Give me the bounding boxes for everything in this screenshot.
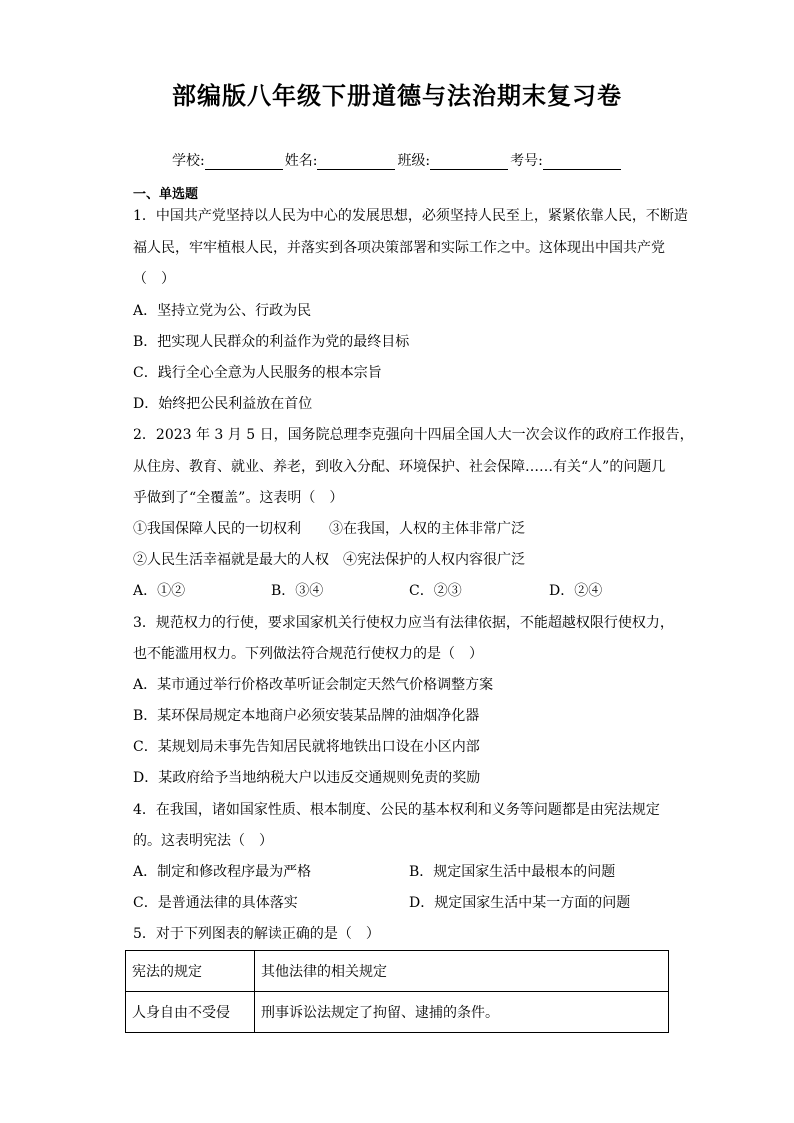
q1-option-a[interactable]: A．坚持立党为公、行政为民 [133, 303, 312, 319]
q4-option-d[interactable]: D．规定国家生活中某一方面的问题 [409, 895, 631, 911]
q2-statement-1: ①我国保障人民的一切权利 ③在我国，人权的主体非常广泛 [133, 521, 525, 537]
q1-line-1: 1．中国共产党坚持以人民为中心的发展思想，必须坚持人民至上，紧紧依靠人民，不断造 [133, 208, 688, 224]
q2-line-2: 从住房、教育、就业、养老，到收入分配、环境保护、社会保障……有关“人”的问题几 [133, 459, 666, 475]
q1-line-3: （ ） [133, 271, 175, 287]
q4-option-a[interactable]: A．制定和修改程序最为严格 [133, 864, 312, 880]
q3-line-1: 3．规范权力的行使，要求国家机关行使权力应当有法律依据，不能超越权限行使权力， [133, 615, 674, 631]
table-header-row [126, 951, 669, 992]
q2-option-b[interactable]: B．③④ [271, 583, 324, 599]
q5-line-1: 5．对于下列图表的解读正确的是（ ） [133, 926, 380, 942]
school-blank[interactable] [205, 153, 283, 170]
q3-option-c[interactable]: C．某规划局未事先告知居民就将地铁出口设在小区内部 [133, 739, 480, 755]
q1-option-c[interactable]: C．践行全心全意为人民服务的根本宗旨 [133, 365, 382, 381]
table-header-cell: 宪法的规定 [126, 951, 255, 992]
table-cell: 刑事诉讼法规定了拘留、逮捕的条件。 [255, 992, 669, 1033]
table-cell: 人身自由不受侵 [126, 992, 255, 1033]
q4-line-1: 4．在我国，诸如国家性质、根本制度、公民的基本权利和义务等问题都是由宪法规定 [133, 802, 660, 818]
q2-line-3: 乎做到了“全覆盖”。这表明（ ） [133, 490, 344, 506]
q2-option-a[interactable]: A．①② [133, 583, 186, 599]
section-heading: 一、单选题 [133, 187, 199, 202]
q3-option-b[interactable]: B．某环保局规定本地商户必须安装某品牌的油烟净化器 [133, 708, 480, 724]
name-label: 姓名: [284, 153, 318, 169]
table-row [126, 992, 669, 1033]
q3-option-d[interactable]: D．某政府给予当地纳税大户以违反交通规则免责的奖励 [133, 770, 481, 786]
school-label: 学校: [172, 153, 205, 169]
q4-option-b[interactable]: B．规定国家生活中最根本的问题 [409, 864, 616, 880]
q2-statement-2: ②人民生活幸福就是最大的人权 ④宪法保护的人权内容很广泛 [133, 552, 525, 568]
id-label: 考号: [510, 153, 543, 169]
q2-line-1: 2．2023 年 3 月 5 日，国务院总理李克强向十四届全国人大一次会议作的政府工作报告， [133, 427, 694, 443]
q3-line-2: 也不能滥用权力。下列做法符合规范行使权力的是（ ） [133, 646, 483, 662]
q5-table [125, 950, 669, 1033]
name-blank[interactable] [317, 153, 395, 170]
q1-option-b[interactable]: B．把实现人民群众的利益作为党的最终目标 [133, 334, 410, 350]
class-label: 班级: [397, 153, 431, 169]
q1-line-2: 福人民，牢牢植根人民，并落实到各项决策部署和实际工作之中。这体现出中国共产党 [133, 240, 665, 256]
q2-option-d[interactable]: D．②④ [549, 583, 603, 599]
page-title: 部编版八年级下册道德与法治期末复习卷 [172, 82, 622, 110]
q4-option-c[interactable]: C．是普通法律的具体落实 [133, 895, 298, 911]
q1-option-d[interactable]: D．始终把公民利益放在首位 [133, 396, 313, 412]
q4-line-2: 的。这表明宪法（ ） [133, 833, 273, 849]
class-blank[interactable] [430, 153, 508, 170]
id-blank[interactable] [543, 153, 621, 170]
table-header-cell: 其他法律的相关规定 [255, 951, 669, 992]
student-info-line [172, 150, 623, 170]
q3-option-a[interactable]: A．某市通过举行价格改革听证会制定天然气价格调整方案 [133, 677, 494, 693]
q2-option-c[interactable]: C．②③ [409, 583, 462, 599]
